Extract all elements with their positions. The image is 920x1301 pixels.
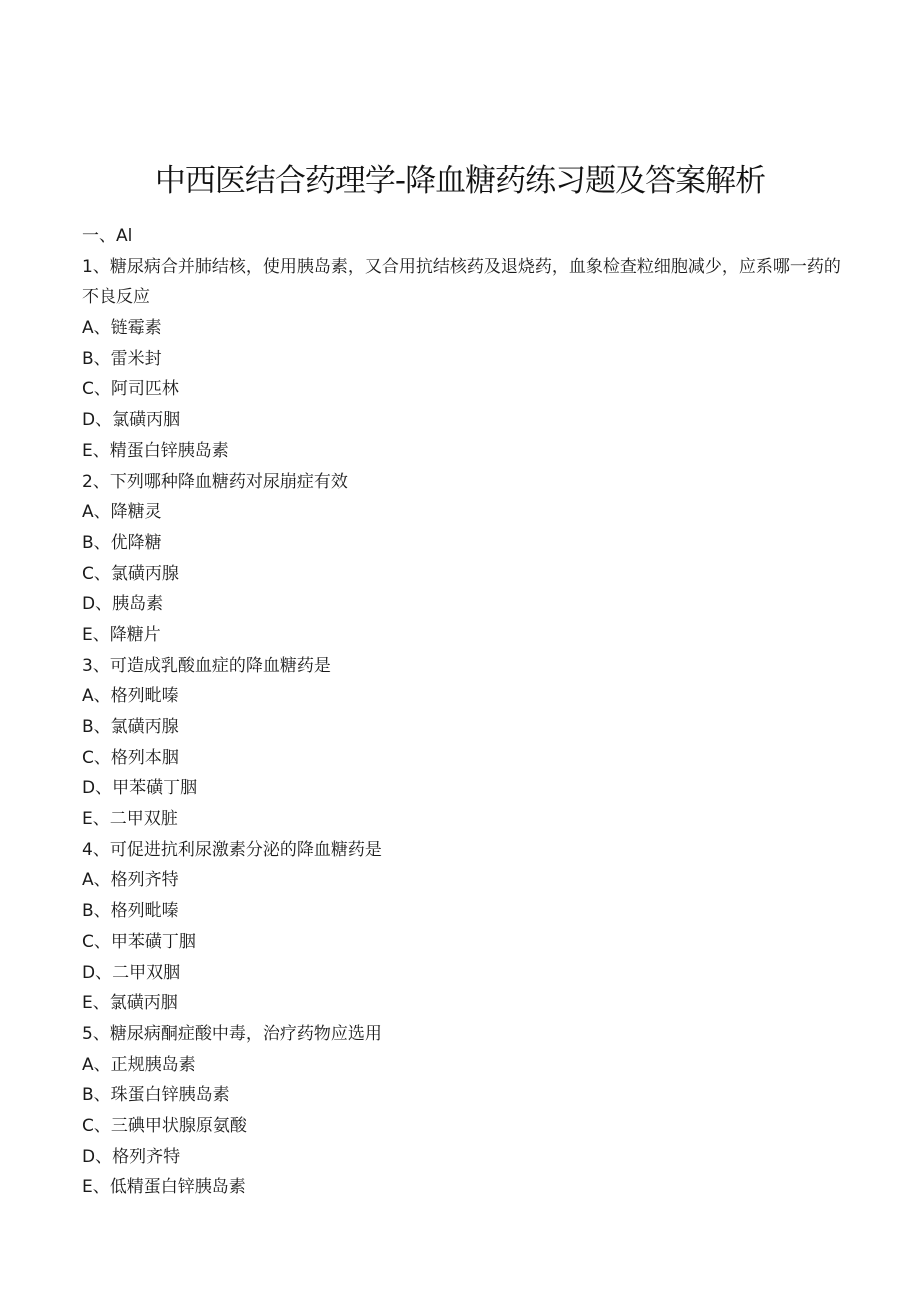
option-2c	[82, 559, 842, 590]
option-text: 降糖灵	[110, 502, 162, 523]
question-3	[82, 651, 842, 682]
option-1d	[82, 405, 842, 436]
question-number: 2、	[82, 471, 110, 492]
question-number: 3、	[82, 655, 110, 676]
option-text: 珠蛋白锌胰岛素	[110, 1085, 230, 1106]
option-label: A、	[82, 870, 111, 891]
option-text: 优降糖	[110, 532, 162, 553]
option-label: C、	[82, 1115, 111, 1136]
option-text: 正规胰岛素	[110, 1054, 196, 1075]
option-text: 二甲双胭	[112, 962, 181, 983]
option-label: C、	[82, 563, 111, 584]
option-text: 降糖片	[109, 624, 161, 645]
option-label: A、	[82, 1054, 111, 1075]
option-label: C、	[82, 747, 111, 768]
option-4d	[82, 958, 842, 989]
question-number: 5、	[82, 1023, 110, 1044]
option-label: D、	[82, 962, 113, 983]
option-label: D、	[82, 594, 113, 615]
option-text: 格列毗嗪	[110, 686, 179, 707]
question-text: 可造成乳酸血症的降血糖药是	[109, 655, 331, 676]
option-5e	[82, 1172, 842, 1203]
option-text: 精蛋白锌胰岛素	[109, 440, 229, 461]
option-text: 甲苯磺丁胭	[112, 778, 198, 799]
option-label: C、	[82, 379, 111, 400]
question-text: 糖尿病酮症酸中毒，治疗药物应选用	[109, 1023, 382, 1044]
question-5	[82, 1019, 842, 1050]
option-label: E、	[82, 440, 110, 461]
option-text: 氯磺丙腺	[110, 717, 179, 738]
option-label: E、	[82, 993, 110, 1014]
option-2b	[82, 528, 842, 559]
option-label: B、	[82, 901, 111, 922]
option-text: 格列毗嗪	[110, 901, 179, 922]
option-label: A、	[82, 502, 111, 523]
option-text: 格列本胭	[110, 747, 179, 768]
option-label: B、	[82, 1085, 111, 1106]
option-label: A、	[82, 686, 111, 707]
option-5d	[82, 1142, 842, 1173]
option-text: 二甲双脏	[109, 809, 178, 830]
section-heading: 一、Al	[82, 226, 133, 246]
option-3c	[82, 743, 842, 774]
option-text: 氯磺丙胭	[112, 410, 181, 431]
option-3a	[82, 681, 842, 712]
question-number: 4、	[82, 839, 110, 860]
question-list	[82, 221, 842, 1203]
option-label: B、	[82, 532, 111, 553]
option-text: 氯磺丙胭	[109, 993, 178, 1014]
option-text: 格列齐特	[110, 870, 179, 891]
option-text: 阿司匹林	[110, 379, 179, 400]
option-5c	[82, 1111, 842, 1142]
option-text: 链霉素	[110, 318, 162, 339]
option-text: 雷米封	[110, 348, 162, 369]
option-label: B、	[82, 348, 111, 369]
option-text: 格列齐特	[112, 1146, 181, 1167]
option-2d	[82, 589, 842, 620]
option-label: B、	[82, 717, 111, 738]
option-text: 甲苯磺丁胭	[110, 931, 196, 952]
question-text: 糖尿病合并肺结核，使用胰岛素，又合用抗结核药及退烧药，血象检查粒细胞减少，应系哪一药的不良反应	[82, 256, 841, 308]
option-3e	[82, 804, 842, 835]
option-1a	[82, 313, 842, 344]
option-4b	[82, 896, 842, 927]
option-label: D、	[82, 778, 113, 799]
option-1c	[82, 374, 842, 405]
option-1b	[82, 344, 842, 375]
question-4	[82, 835, 842, 866]
option-label: A、	[82, 318, 111, 339]
option-4e	[82, 988, 842, 1019]
option-text: 胰岛素	[112, 594, 164, 615]
option-3d	[82, 773, 842, 804]
option-4c	[82, 927, 842, 958]
option-label: E、	[82, 1177, 110, 1198]
option-label: D、	[82, 1146, 113, 1167]
option-2a	[82, 497, 842, 528]
option-3b	[82, 712, 842, 743]
option-text: 三碘甲状腺原氨酸	[110, 1115, 247, 1136]
option-text: 低精蛋白锌胰岛素	[109, 1177, 246, 1198]
option-label: D、	[82, 410, 113, 431]
option-5a	[82, 1050, 842, 1081]
option-text: 氯磺丙腺	[110, 563, 179, 584]
option-label: E、	[82, 809, 110, 830]
option-4a	[82, 865, 842, 896]
option-5b	[82, 1080, 842, 1111]
question-number: 1、	[82, 256, 110, 277]
question-1	[82, 252, 842, 313]
option-1e	[82, 436, 842, 467]
option-label: E、	[82, 624, 110, 645]
page-title: 中西医结合药理学-降血糖药练习题及答案解析	[154, 162, 766, 199]
question-text: 下列哪种降血糖药对尿崩症有效	[109, 471, 348, 492]
question-text: 可促进抗利尿激素分泌的降血糖药是	[109, 839, 382, 860]
question-2	[82, 467, 842, 498]
option-label: C、	[82, 931, 111, 952]
option-2e	[82, 620, 842, 651]
